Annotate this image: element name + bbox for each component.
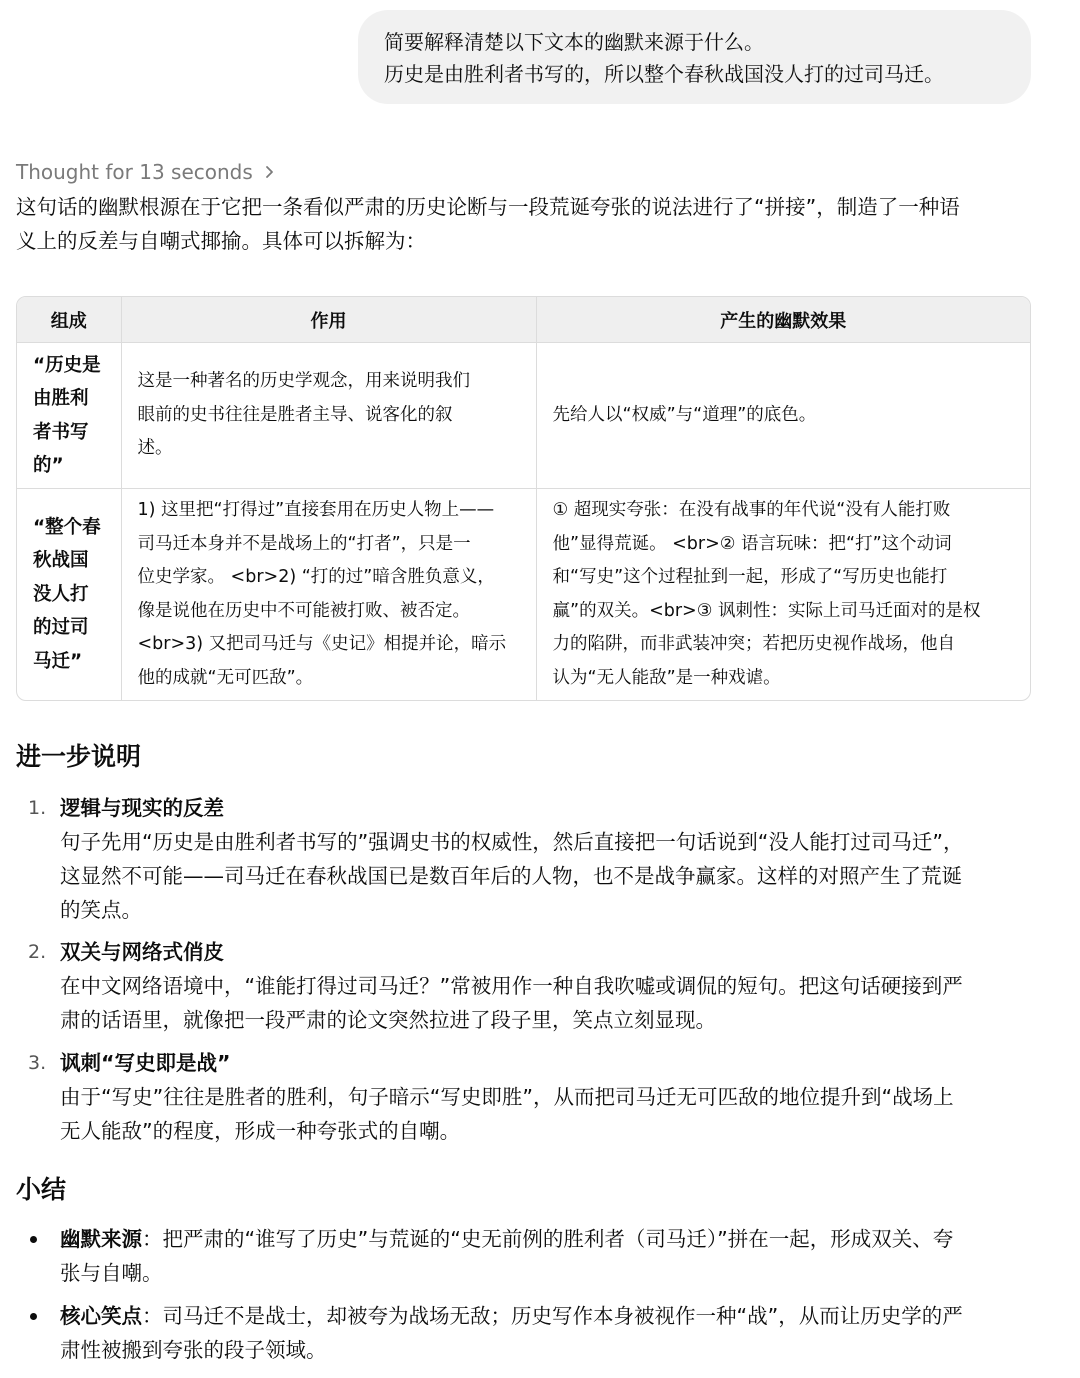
user-message-line: 简要解释清楚以下文本的幽默来源于什么。 [384,30,764,54]
section-heading-further: 进一步说明 [16,742,142,771]
thought-label: Thought for 13 seconds [16,160,253,184]
intro-line: 义上的反差与自嘲式揶揄。具体可以拆解为： [16,229,426,253]
table-cell-component [17,343,121,489]
list-item [16,1222,1046,1290]
table-header-component: 组成 [17,297,121,343]
list-number: 3. [28,1052,47,1074]
table-header-effect: 产生的幽默效果 [536,297,1030,343]
table-cell-effect [536,343,1030,489]
table-row [17,489,1030,701]
cell-line: 没人打 [33,583,89,605]
intro-line: 这句话的幽默根源在于它把一条看似严肃的历史论断与一段荒诞夸张的说法进行了“拼接”，制造了一种语 [16,195,960,219]
cell-line: 1) 这里把“打得过”直接套用在历史人物上—— [137,500,495,520]
list-item-title: 逻辑与现实的反差 [60,796,224,820]
list-item-line: 无人能敌”的程度，形成一种夸张式的自嘲。 [60,1119,461,1143]
cell-line: 司马迁本身并不是战场上的“打者”，只是一 [137,533,471,554]
cell-line: 赢”的双关。<br>③ 讽刺性：实际上司马迁面对的是权 [552,600,981,621]
summary-text-continued: 肃性被搬到夸张的段子领域。 [60,1338,327,1362]
cell-line: 的” [33,455,64,476]
user-message-bubble [358,10,1031,104]
cell-line: 先给人以“权威”与“道理”的底色。 [552,404,817,425]
list-item-line: 在中文网络语境中，“谁能打得过司马迁？”常被用作一种自我吹嘘或调侃的短句。把这句话硬接到严 [60,974,963,998]
cell-line: 他的成就“无可匹敌”。 [137,667,314,688]
bullet-icon [30,1313,37,1320]
cell-line: 位史学家。 <br>2) “打的过”暗含胜负意义， [137,567,495,587]
summary-text: ：把严肃的“谁写了历史”与荒诞的“史无前例的胜利者（司马迁）”拼在一起，形成双关、夸 [142,1227,954,1251]
cell-line: 这是一种著名的历史学观念，用来说明我们 [137,371,470,392]
thought-toggle[interactable] [16,158,277,186]
cell-line: 述。 [137,438,173,459]
list-item-title: 双关与网络式俏皮 [60,940,224,964]
table-row [17,343,1030,489]
user-message-line: 历史是由胜利者书写的，所以整个春秋战国没人打的过司马迁。 [384,62,944,86]
cell-line: 像是说他在历史中不可能被打败、被否定。 [137,600,470,621]
table-cell-role [121,343,536,489]
summary-label: 幽默来源 [60,1227,142,1251]
cell-line: ① 超现实夸张：在没有战事的年代说“没有人能打败 [552,500,951,520]
cell-line: “整个春 [33,516,101,538]
list-item-line: 由于“写史”往往是胜者的胜利，句子暗示“写史即胜”，从而把司马迁无可匹敌的地位提升到“战场上 [60,1085,954,1109]
cell-line: 和“写史”这个过程扯到一起，形成了“写历史也能打 [552,567,948,587]
summary-text-continued: 张与自嘲。 [60,1261,163,1285]
list-item [16,1299,1046,1367]
cell-line: 的过司 [33,617,89,639]
list-item [16,791,1046,927]
list-item [16,1046,1046,1148]
list-item-line: 句子先用“历史是由胜利者书写的”强调史书的权威性，然后直接把一句话说到“没人能打过司马迁”， [60,830,964,854]
cell-line: “历史是 [33,354,101,376]
list-number: 2. [28,941,47,963]
list-item-line: 这显然不可能——司马迁在春秋战国已是数百年后的人物，也不是战争赢家。这样的对照产生了荒诞 [60,864,962,888]
list-number: 1. [28,797,47,819]
intro-paragraph [16,190,1036,258]
analysis-table [16,296,1031,701]
cell-line: 他”显得荒诞。 <br>② 语言玩味：把“打”这个动词 [552,533,952,554]
cell-line: 眼前的史书往往是胜者主导、说客化的叙 [137,404,453,425]
table-cell-role [121,489,536,701]
list-item-line: 的笑点。 [60,898,142,922]
table-cell-component [17,489,121,701]
chevron-right-icon [263,165,277,179]
cell-line: 认为“无人能敌”是一种戏谑。 [552,667,781,688]
cell-line: <br>3) 又把司马迁与《史记》相提并论，暗示 [137,634,507,654]
section-heading-summary: 小结 [16,1175,67,1204]
list-item [16,935,1046,1037]
table-header-role: 作用 [121,297,536,343]
list-item-title: 讽刺“写史即是战” [60,1051,231,1075]
bullet-icon [30,1236,37,1243]
cell-line: 马迁” [33,650,83,672]
cell-line: 由胜利 [33,388,89,409]
cell-line: 力的陷阱，而非武装冲突；若把历史视作战场，他自 [552,634,955,654]
cell-line: 秋战国 [33,550,89,572]
summary-label: 核心笑点 [60,1304,142,1328]
table-cell-effect [536,489,1030,701]
cell-line: 者书写 [33,421,89,443]
list-item-line: 肃的话语里，就像把一段严肃的论文突然拉进了段子里，笑点立刻显现。 [60,1008,716,1032]
table-header-row [17,297,1030,343]
summary-text: ：司马迁不是战士，却被夸为战场无敌；历史写作本身被视作一种“战”，从而让历史学的严 [142,1304,963,1328]
